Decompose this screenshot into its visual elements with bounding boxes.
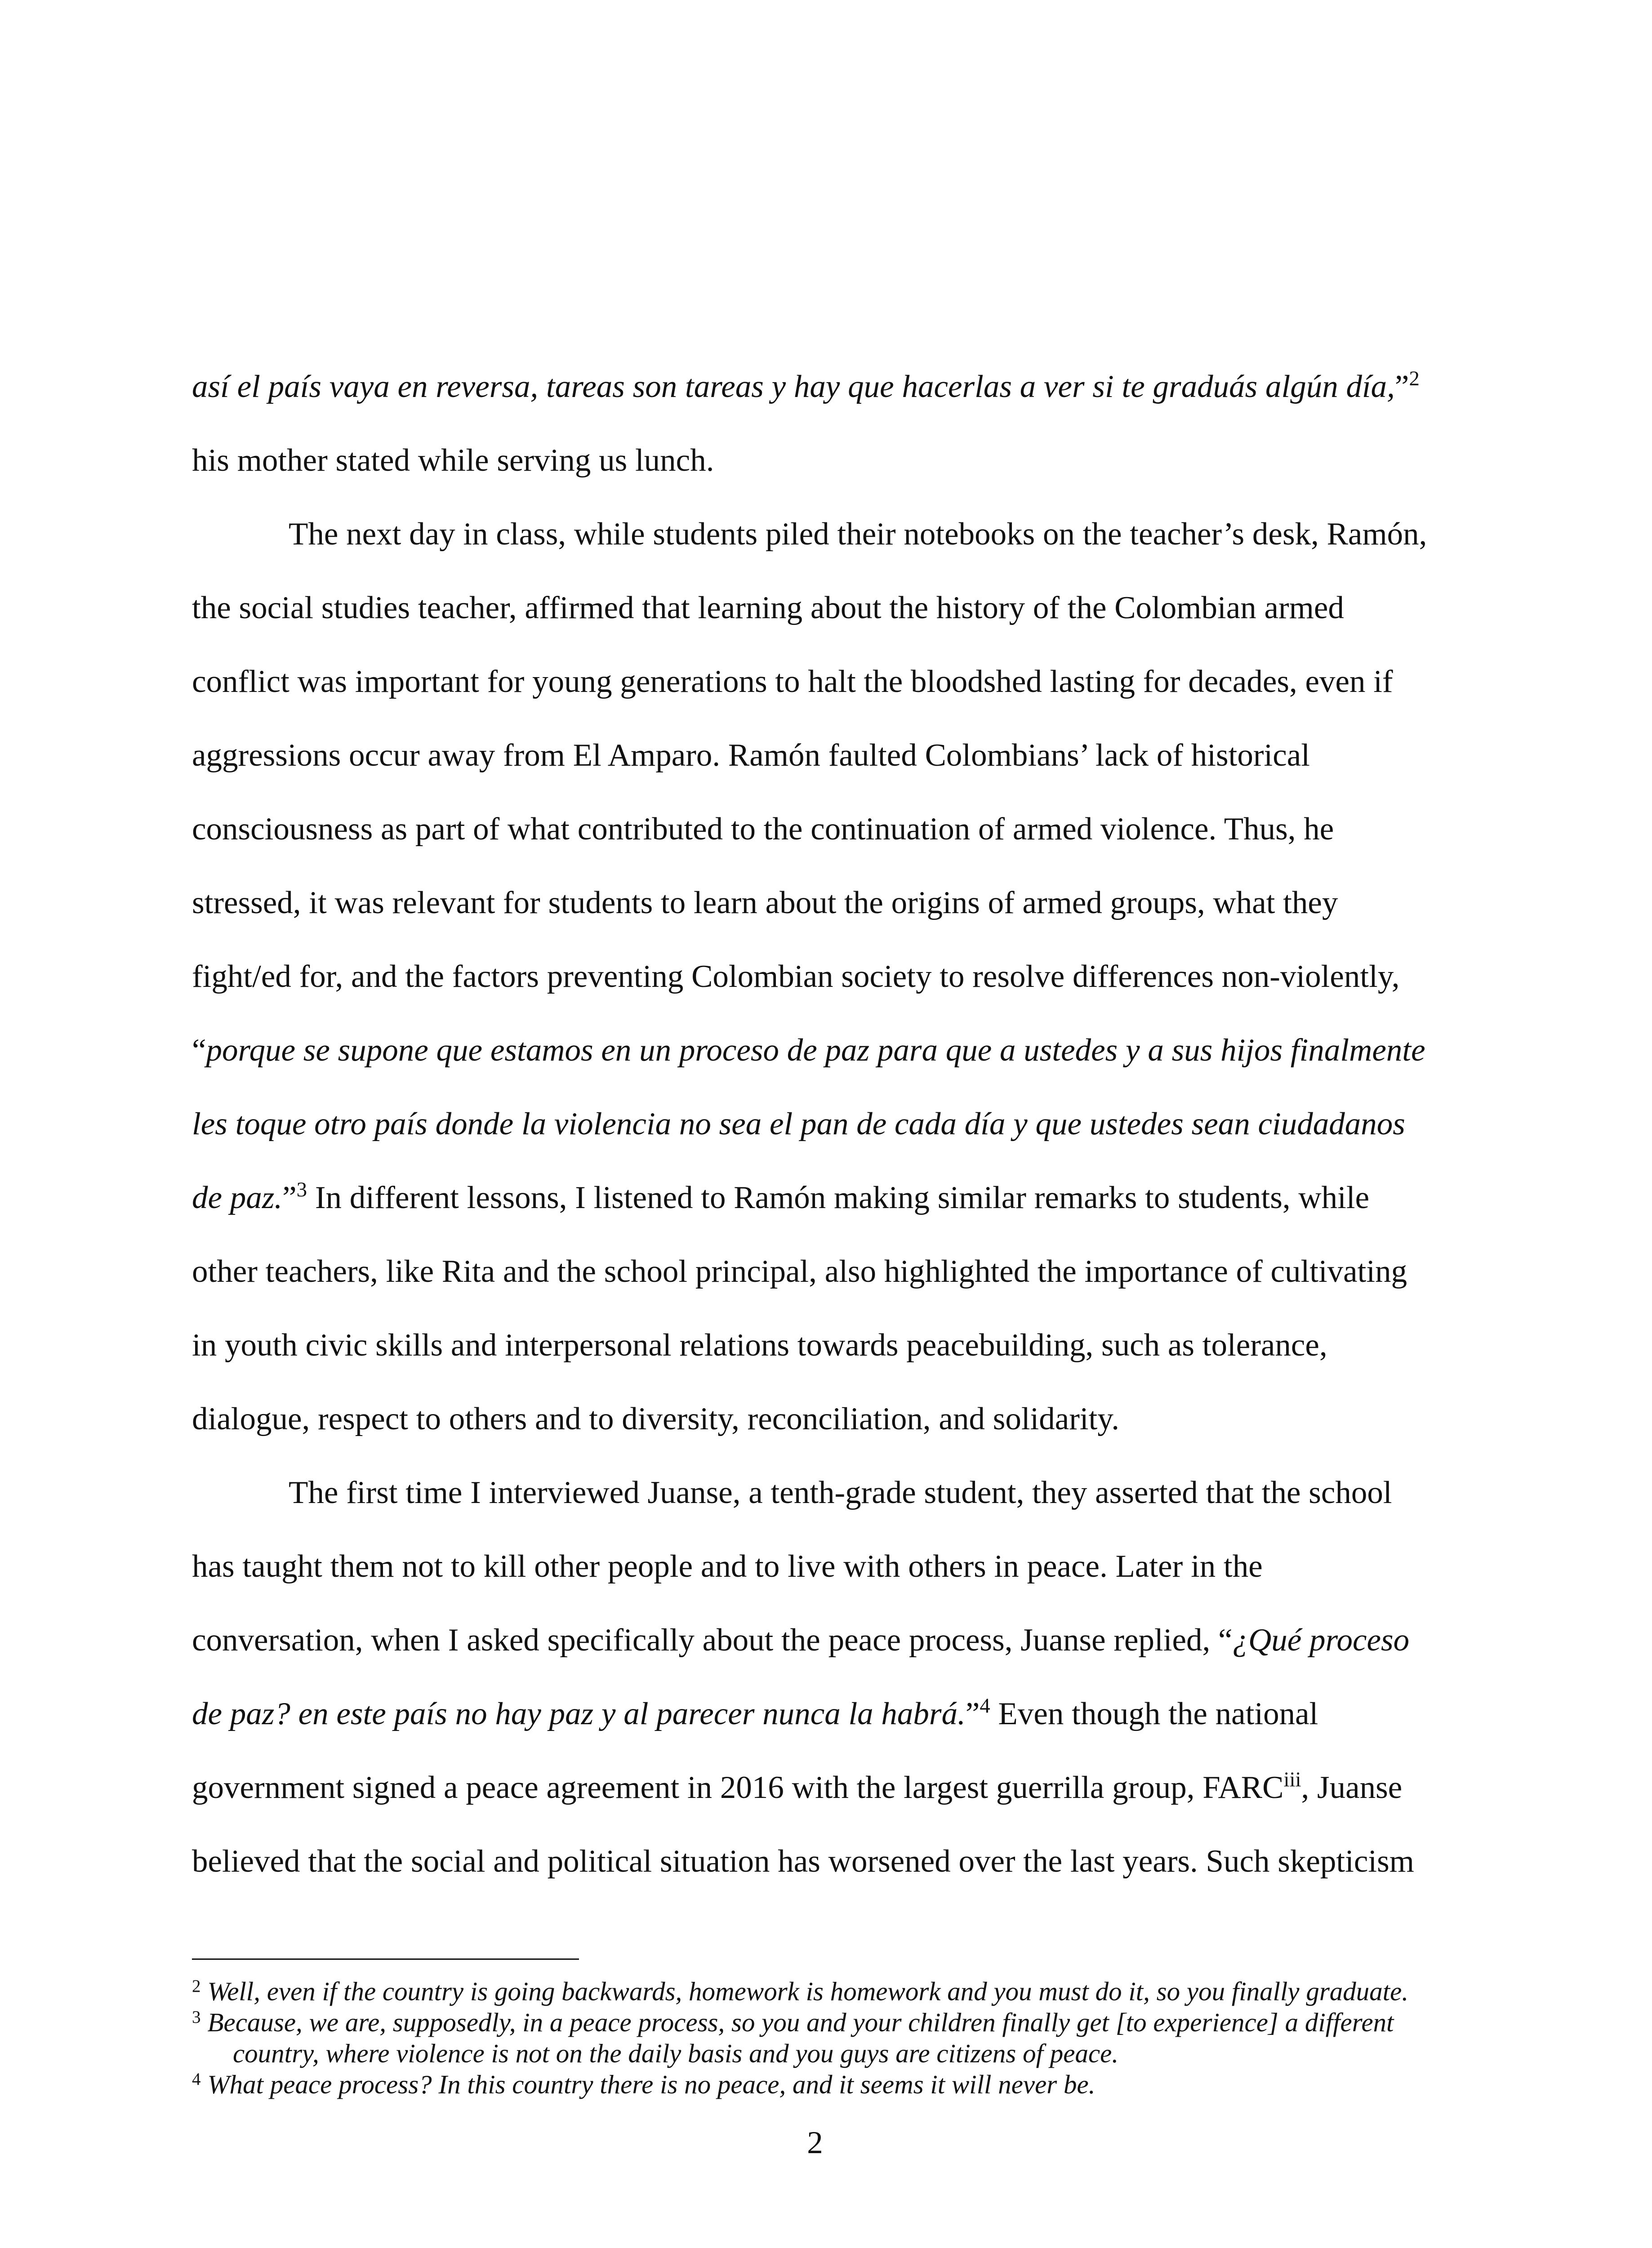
text-line: aggressions occur away from El Amparo. Ramón faulted Colombians’ lack of historical — [192, 738, 1310, 773]
text-line: has taught them not to kill other people and to live with others in peace. Later in the — [192, 1549, 1263, 1584]
footnote-text: country, where violence is not on the daily basis and you guys are citizens of peace. — [233, 2038, 1119, 2068]
footnote — [192, 1976, 1460, 2007]
footnote-reference: 3 — [296, 1178, 307, 1202]
text-line: other teachers, like Rita and the school principal, also highlighted the importance of cultivating — [192, 1254, 1407, 1289]
text-line — [192, 1013, 1460, 1087]
quotation-mark: ” — [1394, 369, 1409, 404]
footnote-reference: 4 — [980, 1694, 990, 1718]
text-line: dialogue, respect to others and to diversity, reconciliation, and solidarity. — [192, 1401, 1120, 1436]
text-line: consciousness as part of what contributed to the continuation of armed violence. Thus, he — [192, 812, 1334, 847]
text-line: stressed, it was relevant for students to learn about the origins of armed groups, what they — [192, 885, 1338, 920]
text-line: his mother stated while serving us lunch. — [192, 443, 714, 478]
endnote-reference: iii — [1283, 1768, 1301, 1792]
text-line — [192, 1751, 1460, 1824]
text-line: fight/ed for, and the factors preventing Colombian society to resolve differences non-violently, — [192, 959, 1400, 994]
footnote-line — [192, 1976, 1460, 2007]
text-line: The first time I interviewed Juanse, a tenth-grade student, they asserted that the school — [289, 1475, 1392, 1510]
quotation-mark: “ — [192, 1033, 206, 1068]
footnote — [192, 2007, 1460, 2069]
italic-quote-text: ¿Qué proceso — [1232, 1623, 1410, 1658]
footnotes — [192, 1976, 1460, 2100]
text-line: the social studies teacher, affirmed that learning about the history of the Colombian armed — [192, 590, 1344, 625]
footnote-number: 2 — [192, 1976, 201, 1996]
footnote-line — [192, 2038, 1460, 2069]
footnote-number: 4 — [192, 2069, 201, 2089]
text-line: conflict was important for young generations to halt the bloodshed lasting for decades, even if — [192, 664, 1393, 699]
footnote-reference: 2 — [1409, 367, 1420, 391]
text-line — [192, 350, 1460, 424]
footnote-number: 3 — [192, 2007, 201, 2027]
italic-quote-text: porque se supone que estamos en un proceso de paz para que a ustedes y a sus hijos finalmente — [206, 1033, 1425, 1068]
text-segment: , Juanse — [1301, 1770, 1403, 1805]
footnote-line — [192, 2069, 1460, 2100]
text-segment: In different lessons, I listened to Ramón making similar remarks to students, while — [307, 1180, 1370, 1215]
body-text — [192, 350, 1460, 1898]
italic-quote-text: de paz? en este país no hay paz y al parecer nunca la habrá. — [192, 1696, 966, 1731]
italic-quote-text: les toque otro país donde la violencia no sea el pan de cada día y que ustedes sean ciudadanos — [192, 1106, 1405, 1142]
text-line — [192, 1677, 1460, 1751]
text-segment: conversation, when I asked specifically about the peace process, Juanse replied, “ — [192, 1623, 1233, 1658]
quotation-mark: ” — [965, 1696, 980, 1731]
italic-quote-text: de paz. — [192, 1180, 283, 1215]
text-line — [192, 1603, 1460, 1677]
paragraph — [192, 1456, 1460, 1898]
footnote-line — [192, 2007, 1460, 2038]
paragraph — [192, 497, 1460, 1456]
text-segment: government signed a peace agreement in 2016 with the largest guerrilla group, FARC — [192, 1770, 1284, 1805]
text-line: in youth civic skills and interpersonal relations towards peacebuilding, such as tolerance, — [192, 1328, 1327, 1363]
footnote-text: Well, even if the country is going backwards, homework is homework and you must do it, so you finally graduate. — [207, 1976, 1409, 2006]
text-segment: Even though the national — [990, 1696, 1318, 1731]
page-number: 2 — [807, 2125, 823, 2160]
text-line: believed that the social and political situation has worsened over the last years. Such skepticism — [192, 1844, 1414, 1879]
footnote-text: Because, we are, supposedly, in a peace process, so you and your children finally get [to experience] a different — [207, 2007, 1394, 2037]
quotation-mark: ” — [282, 1180, 297, 1215]
text-line — [192, 1161, 1460, 1235]
text-line: The next day in class, while students piled their notebooks on the teacher’s desk, Ramón, — [289, 517, 1427, 552]
footnote — [192, 2069, 1460, 2100]
text-line — [192, 1087, 1460, 1161]
footnote-text: What peace process? In this country there is no peace, and it seems it will never be. — [207, 2070, 1095, 2099]
paragraph — [192, 350, 1460, 497]
italic-quote-text: así el país vaya en reversa, tareas son tareas y hay que hacerlas a ver si te graduás algún día, — [192, 369, 1395, 404]
footnote-separator — [192, 1958, 579, 1960]
